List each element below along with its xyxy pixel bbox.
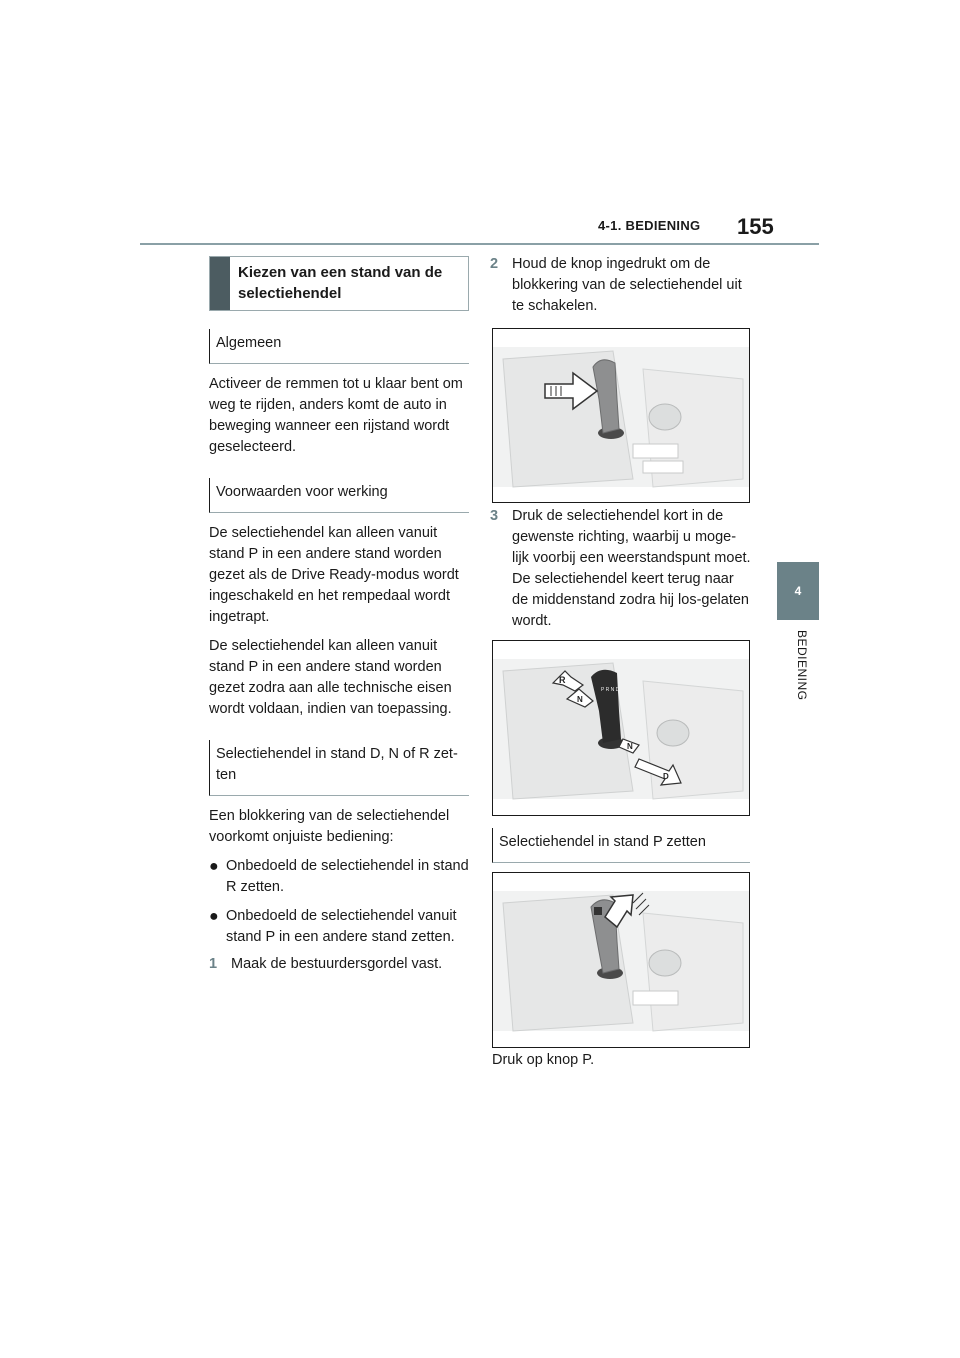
subheading-p: Selectiehendel in stand P zetten — [492, 828, 750, 863]
shift-lever-press-illustration — [493, 329, 749, 502]
figure-p-button — [492, 872, 750, 1048]
paragraph-conditions-1: De selectiehendel kan alleen vanuit stand P in een andere stand worden gezet als de Drive Ready-modus wordt ingeschakeld en het rempedaal wordt ingetrapt. — [209, 525, 459, 625]
left-column — [209, 256, 469, 975]
step-1 — [209, 954, 469, 975]
figure-release-button — [492, 328, 750, 503]
bullet-item — [209, 856, 469, 898]
step-text: Houd de knop ingedrukt om de blokkering van de selectiehendel uit te schakelen. — [512, 256, 742, 314]
page-number: 155 — [737, 214, 774, 239]
bullet-dot: ● — [209, 858, 219, 875]
paragraph-conditions-2: De selectiehendel kan alleen vanuit stand P in een andere stand worden gezet zodra aan alle technische eisen wordt voldaan, indien van toepassing. — [209, 638, 452, 717]
chapter-label: BEDIENING — [795, 630, 809, 701]
bullet-text: Onbedoeld de selectiehendel in stand R zetten. — [226, 858, 469, 895]
shift-lever-directions-illustration — [493, 641, 749, 815]
step-number: 2 — [490, 256, 499, 272]
step-number: 1 — [209, 956, 218, 972]
section-box-heading — [209, 256, 469, 311]
bullet-text: Onbedoeld de selectiehendel vanuit stand P in een andere stand zetten. — [226, 908, 457, 945]
chapter-tab: 4 — [777, 562, 819, 620]
step-3 — [490, 506, 752, 632]
header-rule — [140, 243, 819, 245]
heading-bar — [210, 257, 230, 310]
paragraph-press-p: Druk op knop P. — [492, 1052, 595, 1068]
section-title: 4-1. BEDIENING — [598, 218, 701, 233]
step-text: Maak de bestuurdersgordel vast. — [231, 956, 443, 972]
step-number: 3 — [490, 508, 499, 524]
step-text: Druk de selectiehendel kort in de gewenste richting, waarbij u moge-lijk voorbij een weerstandspunt moet. De selectiehendel keert terug naar de middenstand zodra hij los-gelaten wordt. — [512, 508, 751, 629]
bullet-item — [209, 906, 469, 948]
subheading-dnr: Selectiehendel in stand D, N of R zet-ten — [209, 740, 469, 796]
lever-position-marks: P R N D — [601, 687, 620, 693]
step-2 — [490, 254, 750, 317]
section-heading: Kiezen van een stand van de selectiehendel — [238, 264, 443, 302]
subheading-general: Algemeen — [209, 329, 469, 364]
subheading-conditions: Voorwaarden voor werking — [209, 478, 469, 513]
subheading-p-block — [492, 828, 750, 863]
shift-lever-p-illustration — [493, 873, 749, 1047]
paragraph-brakes: Activeer de remmen tot u klaar bent om weg te rijden, anders komt de auto in beweging wanneer een rijstand wordt geselecteerd. — [209, 376, 463, 455]
step-2-row — [490, 254, 750, 317]
figure-shift-directions — [492, 640, 750, 816]
arrow-label-n-bottom: N — [627, 742, 633, 751]
bullet-dot: ● — [209, 908, 219, 925]
arrow-label-d: D — [663, 772, 669, 781]
step-3-row — [490, 506, 752, 632]
paragraph-lock: Een blokkering van de selectiehendel voorkomt onjuiste bediening: — [209, 808, 450, 845]
arrow-label-r: R — [559, 675, 566, 685]
arrow-label-n-top: N — [577, 695, 583, 704]
